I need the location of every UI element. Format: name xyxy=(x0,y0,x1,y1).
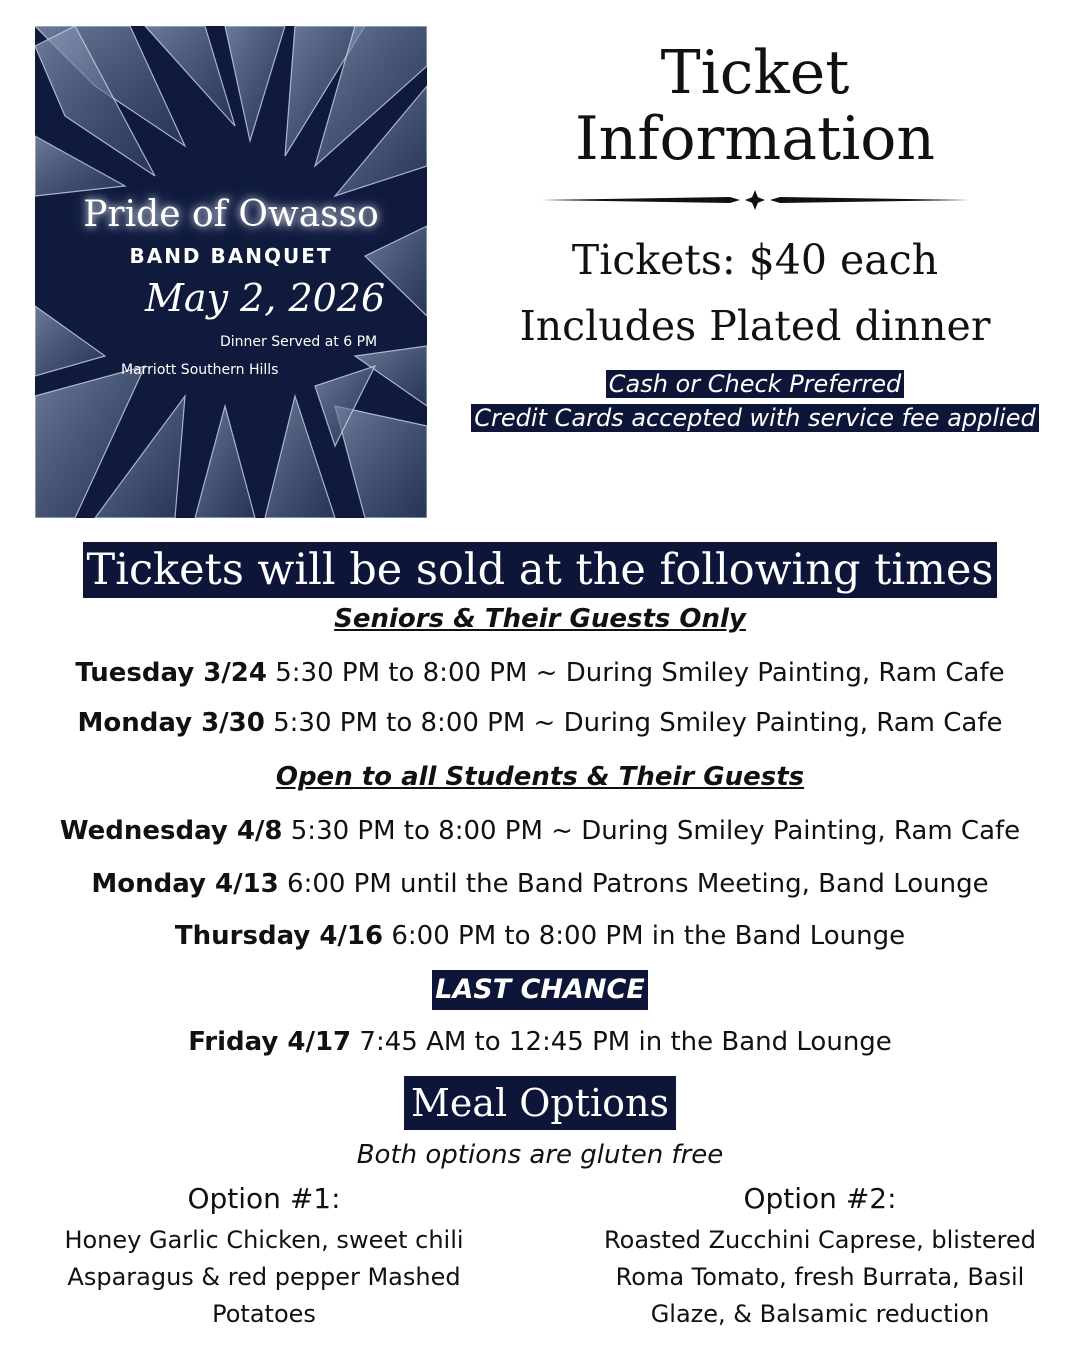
schedule-detail: 6:00 PM to 8:00 PM in the Band Lounge xyxy=(391,921,906,951)
sales-banner: Tickets will be sold at the following times xyxy=(83,542,998,598)
ticket-includes: Includes Plated dinner xyxy=(519,302,991,350)
sales-banner-wrap xyxy=(0,542,1080,598)
poster-date: May 2, 2026 xyxy=(145,276,386,320)
option2-description xyxy=(570,1222,1070,1333)
schedule-day: Friday 4/17 xyxy=(188,1027,352,1057)
last-chance-label: LAST CHANCE xyxy=(432,970,648,1010)
poster-title: Pride of Owasso xyxy=(83,194,379,235)
ticket-info-title-line2: Information xyxy=(574,104,936,174)
last-chance-wrap xyxy=(0,970,1080,1010)
schedule-day: Thursday 4/16 xyxy=(174,921,384,951)
schedule-detail: 6:00 PM until the Band Patrons Meeting, Band Lounge xyxy=(287,869,989,899)
payment-line1-wrap xyxy=(440,370,1070,398)
banquet-poster xyxy=(35,26,427,518)
schedule-detail: 5:30 PM to 8:00 PM ~ During Smiley Painting, Ram Cafe xyxy=(290,816,1021,846)
poster-subtitle: BAND BANQUET xyxy=(129,244,333,268)
payment-line2: Credit Cards accepted with service fee applied xyxy=(471,404,1038,432)
schedule-row xyxy=(0,708,1080,738)
option1-line2: Asparagus & red pepper Mashed xyxy=(67,1263,461,1291)
option1-line1: Honey Garlic Chicken, sweet chili xyxy=(64,1226,464,1254)
schedule-row xyxy=(0,921,1080,951)
option1-title: Option #1: xyxy=(187,1182,341,1215)
schedule-day: Monday 4/13 xyxy=(91,869,279,899)
ticket-info-title-line1: Ticket xyxy=(660,38,850,108)
ticket-price: Tickets: $40 each xyxy=(571,236,939,284)
meal-heading-wrap xyxy=(0,1076,1080,1130)
schedule-row xyxy=(0,658,1080,688)
schedule-day: Monday 3/30 xyxy=(77,708,265,738)
option2-line3: Glaze, & Balsamic reduction xyxy=(650,1300,990,1328)
schedule-detail: 5:30 PM to 8:00 PM ~ During Smiley Painting, Ram Cafe xyxy=(273,708,1003,738)
option1-line3: Potatoes xyxy=(212,1300,316,1328)
divider-ornament-icon xyxy=(540,186,970,216)
schedule-row xyxy=(0,869,1080,899)
schedule-detail: 7:45 AM to 12:45 PM in the Band Lounge xyxy=(359,1027,892,1057)
meal-heading: Meal Options xyxy=(404,1076,676,1130)
gluten-free-note: Both options are gluten free xyxy=(356,1140,724,1170)
seniors-heading: Seniors & Their Guests Only xyxy=(334,604,746,634)
option2-line2: Roma Tomato, fresh Burrata, Basil xyxy=(615,1263,1025,1291)
schedule-day: Tuesday 3/24 xyxy=(75,658,267,688)
ticket-info-title xyxy=(500,40,1010,172)
option2-line1: Roasted Zucchini Caprese, blistered xyxy=(604,1226,1036,1254)
schedule-row xyxy=(0,816,1080,846)
option2-title: Option #2: xyxy=(743,1182,897,1215)
payment-line2-wrap xyxy=(440,404,1070,432)
option1-description xyxy=(14,1222,514,1333)
shattered-glass-graphic xyxy=(35,26,427,518)
schedule-day: Wednesday 4/8 xyxy=(59,816,283,846)
poster-venue: Marriott Southern Hills xyxy=(121,362,279,378)
schedule-row xyxy=(0,1027,1080,1057)
open-heading: Open to all Students & Their Guests xyxy=(275,762,805,792)
payment-line1: Cash or Check Preferred xyxy=(606,370,905,398)
poster-dinner-time: Dinner Served at 6 PM xyxy=(220,334,378,350)
schedule-detail: 5:30 PM to 8:00 PM ~ During Smiley Painting, Ram Cafe xyxy=(275,658,1005,688)
